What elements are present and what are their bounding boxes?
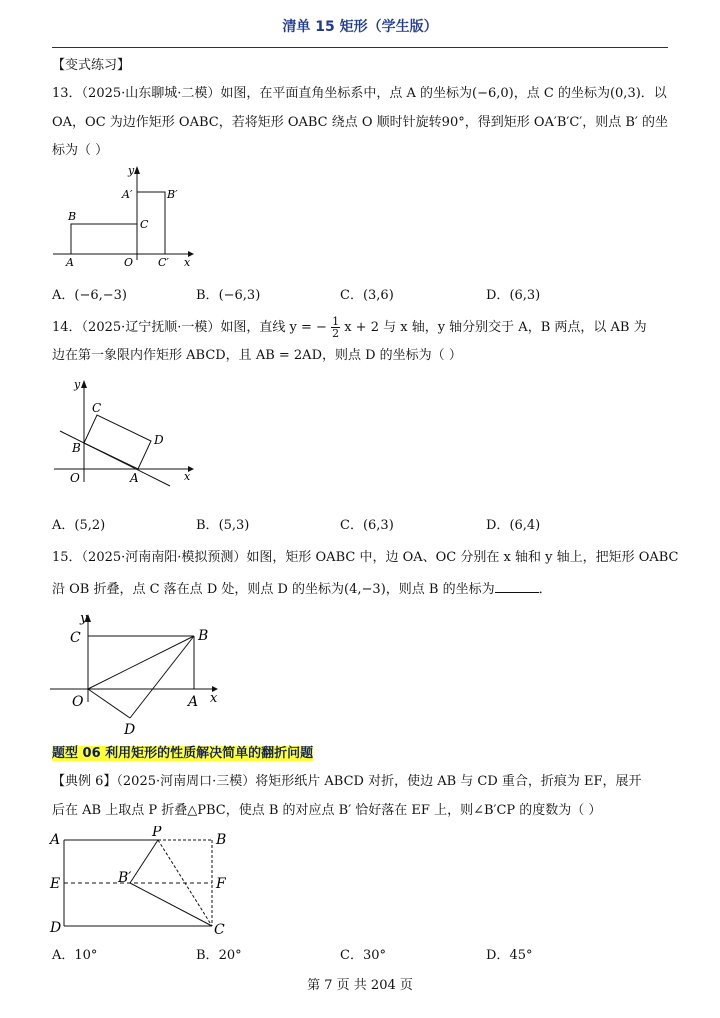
q15-figure xyxy=(48,612,228,740)
q14-label-o: O xyxy=(70,471,80,485)
q14-choice-c[interactable]: C．(6,3) xyxy=(340,518,394,533)
q13-label-a1: A′ xyxy=(122,188,133,201)
ex6-choice-d[interactable]: D．45° xyxy=(486,948,533,963)
q13-line3: 标为（ ） xyxy=(52,143,109,158)
q15-diagonal-ob xyxy=(88,636,194,689)
ex6-label-b1: B′ xyxy=(118,870,132,886)
ex6-fold-pc xyxy=(158,840,212,926)
q15-label-a: A xyxy=(188,694,199,710)
q14-line1: 14．（2025·辽宁抚顺·一模）如图，直线 y = − $\frac{1}{2}$ x + 2 与 x 轴，y 轴分别交于 A，B 两点，以 AB 为 xyxy=(52,315,647,340)
q15-label-b: B xyxy=(198,628,209,644)
q13-choices xyxy=(52,284,672,304)
q15-line2: 沿 OB 折叠，点 C 落在点 D 处，则点 D 的坐标为(4,−3)，则点 B 的坐标为 ． xyxy=(52,582,552,597)
q13-y-arrow xyxy=(134,166,140,174)
q14-label-c: C xyxy=(92,401,102,415)
q15-label-o: O xyxy=(72,694,84,710)
q15-label-c: C xyxy=(70,630,81,646)
q14-y-arrow xyxy=(81,380,87,388)
q15-answer-blank[interactable] xyxy=(495,580,539,593)
ex6-line-b1c xyxy=(130,883,212,926)
ex6-choice-c[interactable]: C．30° xyxy=(340,948,386,963)
example6-line1: 【典例 6】（2025·河南周口·三模）将矩形纸片 ABCD 对折，使边 AB 与 CD 重合，折痕为 EF，展开 xyxy=(52,774,642,789)
q13-rect-oabc xyxy=(71,224,137,254)
q14-label-x: x xyxy=(184,470,191,483)
q13-label-c1: C′ xyxy=(158,256,169,269)
ex6-line-pb1 xyxy=(130,840,158,883)
q14-choice-d[interactable]: D．(6,4) xyxy=(486,518,541,533)
q15-label-x: x xyxy=(210,691,218,706)
page-header-title: 清单 15 矩形（学生版） xyxy=(282,19,438,35)
q14-label-a: A xyxy=(130,471,139,485)
q13-label-o: O xyxy=(124,256,134,269)
q13-label-x: x xyxy=(184,256,191,269)
q13-choice-d[interactable]: D．(6,3) xyxy=(486,288,541,303)
q13-label-b1: B′ xyxy=(167,188,178,201)
section-label: 【变式练习】 xyxy=(52,58,131,73)
ex6-label-d: D xyxy=(50,920,62,936)
q14-choice-a[interactable]: A．(5,2) xyxy=(52,518,106,533)
ex6-choice-b[interactable]: B．20° xyxy=(196,948,242,963)
q15-label-y: y xyxy=(80,612,88,626)
type06-heading: 题型 06 利用矩形的性质解决简单的翻折问题 xyxy=(52,746,314,761)
example6-choices xyxy=(52,944,672,964)
ex6-label-p: P xyxy=(152,826,162,840)
ex6-label-b: B xyxy=(216,832,227,848)
q13-label-c: C xyxy=(140,218,149,231)
example6-figure xyxy=(46,826,236,938)
q15-label-d: D xyxy=(124,722,136,738)
q14-choice-b[interactable]: B．(5,3) xyxy=(196,518,250,533)
q13-label-b: B xyxy=(68,210,77,223)
q14-fraction: $\frac{1}{2}$ xyxy=(332,315,340,340)
ex6-label-f: F xyxy=(216,876,226,892)
q15-side-db xyxy=(130,636,194,718)
q14-figure xyxy=(50,374,200,489)
q14-rect-abcd xyxy=(84,415,151,469)
q13-choice-b[interactable]: B．(−6,3) xyxy=(196,288,261,303)
q13-line2: OA，OC 为边作矩形 OABC，若将矩形 OABC 绕点 O 顺时针旋转90°，得到矩形 OA′B′C′，则点 B′ 的坐 xyxy=(52,115,669,130)
q14-label-y: y xyxy=(74,378,81,391)
q13-line1: 13．（2025·山东聊城·二模）如图，在平面直角坐标系中，点 A 的坐标为(−6,0)，点 C 的坐标为(0,3)．以 xyxy=(52,86,667,101)
q14-label-b: B xyxy=(72,441,81,455)
q15-line1: 15．（2025·河南南阳·模拟预测）如图，矩形 OABC 中，边 OA、OC 分别在 x 轴和 y 轴上，把矩形 OABC xyxy=(52,550,679,565)
q15-side-od xyxy=(88,689,130,718)
q13-choice-c[interactable]: C．(3,6) xyxy=(340,288,394,303)
q14-line2: 边在第一象限内作矩形 ABCD，且 AB = 2AD，则点 D 的坐标为（ ） xyxy=(52,348,462,363)
header-divider xyxy=(52,47,668,48)
q13-figure xyxy=(48,160,198,272)
q13-label-a: A xyxy=(66,256,74,269)
ex6-choice-a[interactable]: A．10° xyxy=(52,948,98,963)
q14-choices xyxy=(52,514,672,534)
ex6-label-c: C xyxy=(214,922,225,938)
q13-choice-a[interactable]: A．(−6,−3) xyxy=(52,288,127,303)
ex6-label-e: E xyxy=(50,876,61,892)
page-footer: 第 7 页 共 204 页 xyxy=(307,978,413,993)
q13-label-y: y xyxy=(128,164,135,177)
ex6-label-a: A xyxy=(50,832,61,848)
example6-line2: 后在 AB 上取点 P 折叠△PBC，使点 B 的对应点 B′ 恰好落在 EF 上，则∠B′CP 的度数为（ ） xyxy=(52,803,602,818)
q14-label-d: D xyxy=(154,433,164,447)
